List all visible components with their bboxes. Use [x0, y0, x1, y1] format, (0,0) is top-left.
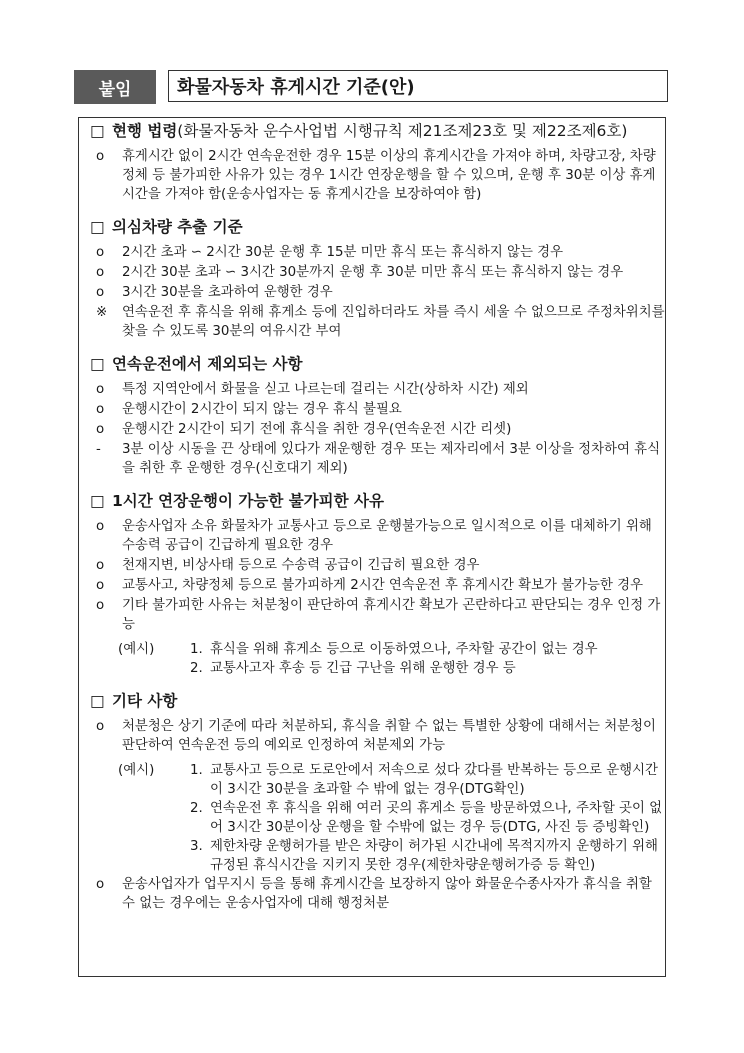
example-text: 연속운전 후 휴식을 위해 여러 곳의 휴게소 등을 방문하였으나, 주차할 곳이 없어 3시간 30분이상 운행을 할 수밖에 없는 경우 등(DTG, 사진 등 증빙확인) [210, 801, 663, 835]
example-block [90, 761, 665, 875]
list-item [90, 596, 665, 634]
example-number: 1. [190, 642, 203, 657]
list-item-text: 운행시간이 2시간이 되지 않는 경우 휴식 불필요 [122, 402, 402, 417]
list-item-text: 특정 지역안에서 화물을 싣고 나르는데 걸리는 시간(상하차 시간) 제외 [122, 382, 529, 397]
list-item-text: 교통사고, 차량정체 등으로 불가피하게 2시간 연속운전 후 휴게시간 확보가 불가능한 경우 [122, 578, 644, 593]
checkbox-square-icon: □ [90, 355, 105, 373]
example-item [190, 799, 665, 837]
list-item [90, 517, 665, 555]
example-item [190, 640, 665, 659]
example-item [190, 761, 665, 799]
bullet-marker: o [96, 382, 105, 397]
list-item-text: 2시간 30분 초과 ∽ 3시간 30분까지 운행 후 30분 미만 휴식 또는 휴식하지 않는 경우 [122, 265, 624, 280]
list-item [90, 243, 665, 262]
list-item [90, 147, 665, 204]
list-item-text: 기타 불가피한 사유는 처분청이 판단하여 휴게시간 확보가 곤란하다고 판단되는 경우 인정 가능 [122, 598, 661, 632]
list-item [90, 440, 665, 478]
section-title: 의심차량 추출 기준 [112, 218, 243, 236]
list-item [90, 717, 665, 755]
header [74, 70, 670, 106]
list-item-text: 3시간 30분을 초과하여 운행한 경우 [122, 285, 333, 300]
example-text: 교통사고 등으로 도로안에서 저속으로 섰다 갔다를 반복하는 등으로 운행시간이 3시간 30분을 초과할 수 밖에 없는 경우(DTG확인) [210, 763, 658, 797]
list-item [90, 400, 665, 419]
list-item [90, 420, 665, 439]
checkbox-square-icon: □ [90, 692, 105, 710]
list-item [90, 556, 665, 575]
document-title: 화물자동차 휴게시간 기준(안) [168, 70, 668, 102]
example-label: (예시) [118, 642, 155, 657]
bullet-marker: o [96, 598, 105, 613]
example-text: 제한차량 운행허가를 받은 차량이 허가된 시간내에 목적지까지 운행하기 위해 규정된 휴식시간을 지키지 못한 경우(제한차량운행허가증 등 확인) [210, 839, 658, 873]
example-text: 휴식을 위해 휴게소 등으로 이동하였으나, 주차할 공간이 없는 경우 [210, 642, 598, 657]
example-item [190, 837, 665, 875]
example-label: (예시) [118, 763, 155, 778]
section-title: 1시간 연장운행이 가능한 불가피한 사유 [112, 492, 384, 510]
example-number: 2. [190, 661, 203, 676]
list-item [90, 263, 665, 282]
section-heading [90, 355, 665, 374]
example-number: 3. [190, 839, 203, 854]
section-title-reference: (화물자동차 운수사업법 시행규칙 제21조제23호 및 제22조제6호) [177, 122, 628, 140]
example-text: 교통사고자 후송 등 긴급 구난을 위해 운행한 경우 등 [210, 661, 516, 676]
list-item-text: 2시간 초과 ∽ 2시간 30분 운행 후 15분 미만 휴식 또는 휴식하지 않는 경우 [122, 245, 564, 260]
list-item [90, 303, 665, 341]
bullet-marker: o [96, 422, 105, 437]
section-title: 연속운전에서 제외되는 사항 [112, 355, 303, 373]
section-heading [90, 122, 665, 141]
list-item [90, 576, 665, 595]
list-item-text: 운송사업자가 업무지시 등을 통해 휴게시간을 보장하지 않아 화물운수종사자가 휴식을 취할 수 없는 경우에는 운송사업자에 대해 행정처분 [122, 877, 652, 911]
bullet-marker: o [96, 877, 105, 892]
bullet-marker: o [96, 519, 105, 534]
list-item-text: 휴게시간 없이 2시간 연속운전한 경우 15분 이상의 휴게시간을 가져야 하며, 차량고장, 차량정체 등 불가피한 사유가 있는 경우 1시간 연장운행을 할 수 있으며, 운행 후 30분 이상 휴게시간을 가져야 함(운송사업자는 동 휴게시간을 보장하여야 함) [122, 149, 656, 202]
attachment-badge: 붙임 [74, 70, 156, 104]
list-item [90, 380, 665, 399]
bullet-marker: o [96, 402, 105, 417]
bullet-marker: ※ [96, 305, 108, 320]
section-title: 현행 법령 [112, 122, 178, 140]
example-number: 1. [190, 763, 203, 778]
list-item-text: 처분청은 상기 기준에 따라 처분하되, 휴식을 취할 수 없는 특별한 상황에 대해서는 처분청이 판단하여 연속운전 등의 예외로 인정하여 처분제외 가능 [122, 719, 656, 753]
list-item [90, 875, 665, 913]
bullet-marker: o [96, 558, 105, 573]
document-body [90, 122, 665, 914]
bullet-marker: o [96, 245, 105, 260]
section-heading [90, 492, 665, 511]
list-item-text: 운행시간 2시간이 되기 전에 휴식을 취한 경우(연속운전 시간 리셋) [122, 422, 512, 437]
bullet-marker: o [96, 719, 105, 734]
bullet-marker: o [96, 149, 105, 164]
example-block [90, 640, 665, 678]
list-item-text: 운송사업자 소유 화물차가 교통사고 등으로 운행불가능으로 일시적으로 이를 대체하기 위해 수송력 공급이 긴급하게 필요한 경우 [122, 519, 652, 553]
section-heading [90, 692, 665, 711]
checkbox-square-icon: □ [90, 122, 105, 140]
example-item [190, 659, 665, 678]
list-item [90, 283, 665, 302]
list-item-text: 천재지변, 비상사태 등으로 수송력 공급이 긴급히 필요한 경우 [122, 558, 480, 573]
checkbox-square-icon: □ [90, 492, 105, 510]
example-number: 2. [190, 801, 203, 816]
bullet-marker: - [96, 442, 101, 457]
bullet-marker: o [96, 265, 105, 280]
bullet-marker: o [96, 578, 105, 593]
bullet-marker: o [96, 285, 105, 300]
list-item-text: 연속운전 후 휴식을 위해 휴게소 등에 진입하더라도 차를 즉시 세울 수 없으므로 주정차위치를 찾을 수 있도록 30분의 여유시간 부여 [122, 305, 665, 339]
section-title: 기타 사항 [112, 692, 178, 710]
checkbox-square-icon: □ [90, 218, 105, 236]
list-item-text: 3분 이상 시동을 끈 상태에 있다가 재운행한 경우 또는 제자리에서 3분 이상을 정차하여 휴식을 취한 후 운행한 경우(신호대기 제외) [122, 442, 661, 476]
section-heading [90, 218, 665, 237]
